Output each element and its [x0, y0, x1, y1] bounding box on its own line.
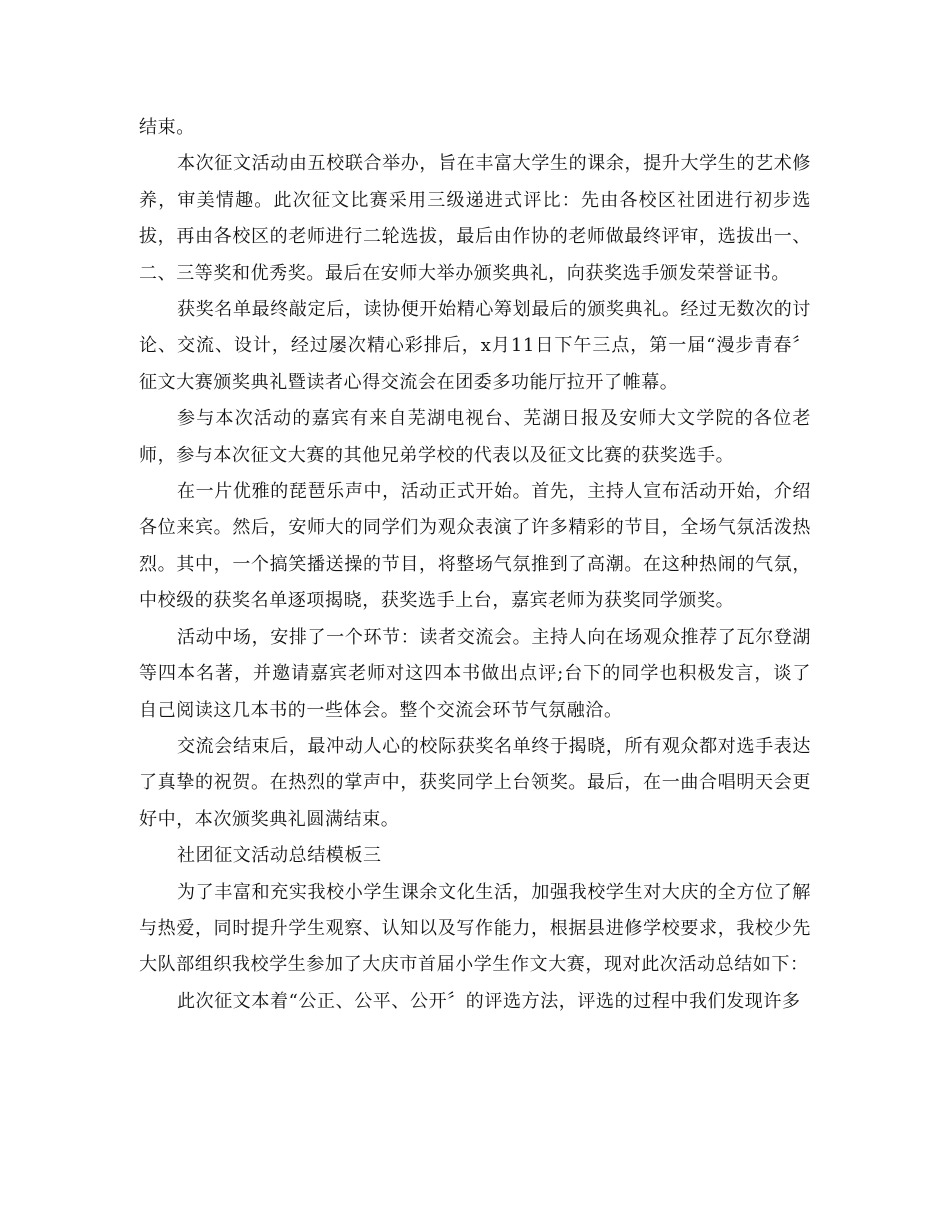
paragraph-continuation: 结束。: [139, 117, 195, 138]
paragraph-contest-overview: 本次征文活动由五校联合举办，旨在丰富大学生的课余，提升大学生的艺术修养，审美情趣。此次征文比赛采用三级递进式评比：先由各校区社团进行初步选拔，再由各校区的老师进行二轮选拔，最后由作协的老师做最终评审，选拔出一、二、三等奖和优秀奖。最后在安师大举办颁奖典礼，向获奖选手颁发荣誉证书。: [139, 153, 811, 284]
paragraph-opening: 在一片优雅的琵琶乐声中，活动正式开始。首先，主持人宣布活动开始，介绍各位来宾。然后，安师大的同学们为观众表演了许多精彩的节目，全场气氛活泼热烈。其中，一个搞笑播送操的节目，将整场气氛推到了高潮。在这种热闹的气氛，中校级的获奖名单逐项揭晓，获奖选手上台，嘉宾老师为获奖同学颁奖。: [139, 481, 811, 612]
paragraph-ceremony-preparation: 获奖名单最终敲定后，读协便开始精心筹划最后的颁奖典礼。经过无数次的讨论、交流、设计，经过屡次精心彩排后，x月11日下午三点，第一届“漫步青春〞征文大赛颁奖典礼暨读者心得交流会在团委多功能厅拉开了帷幕。: [139, 299, 811, 393]
paragraph-reader-exchange: 活动中场，安排了一个环节：读者交流会。主持人向在场观众推荐了瓦尔登湖等四本名著，并邀请嘉宾老师对这四本书做出点评;台下的同学也积极发言，谈了自己阅读这几本书的一些体会。整个交流会环节气氛融洽。: [139, 626, 811, 721]
paragraph-guests: 参与本次活动的嘉宾有来自芜湖电视台、芜湖日报及安师大文学院的各位老师，参与本次征文大赛的其他兄弟学校的代表以及征文比赛的获奖选手。: [139, 408, 811, 466]
paragraph-template-three-intro: 为了丰富和充实我校小学生课余文化生活，加强我校学生对大庆的全方位了解与热爱，同时提升学生观察、认知以及写作能力，根据县进修学校要求，我校少先大队部组织我校学生参加了大庆市首届小学生作文大赛，现对此次活动总结如下：: [139, 881, 811, 976]
document-body: [139, 110, 811, 1020]
paragraph-closing: 交流会结束后，最冲动人心的校际获奖名单终于揭晓，所有观众都对选手表达了真挚的祝贺。在热烈的掌声中，获奖同学上台领奖。最后，在一曲合唱明天会更好中，本次颁奖典礼圆满结束。: [139, 735, 811, 830]
section-heading: 社团征文活动总结模板三: [177, 845, 382, 867]
paragraph-evaluation: 此次征文本着“公正、公平、公开〞的评选方法，评选的过程中我们发现许多: [177, 990, 801, 1012]
